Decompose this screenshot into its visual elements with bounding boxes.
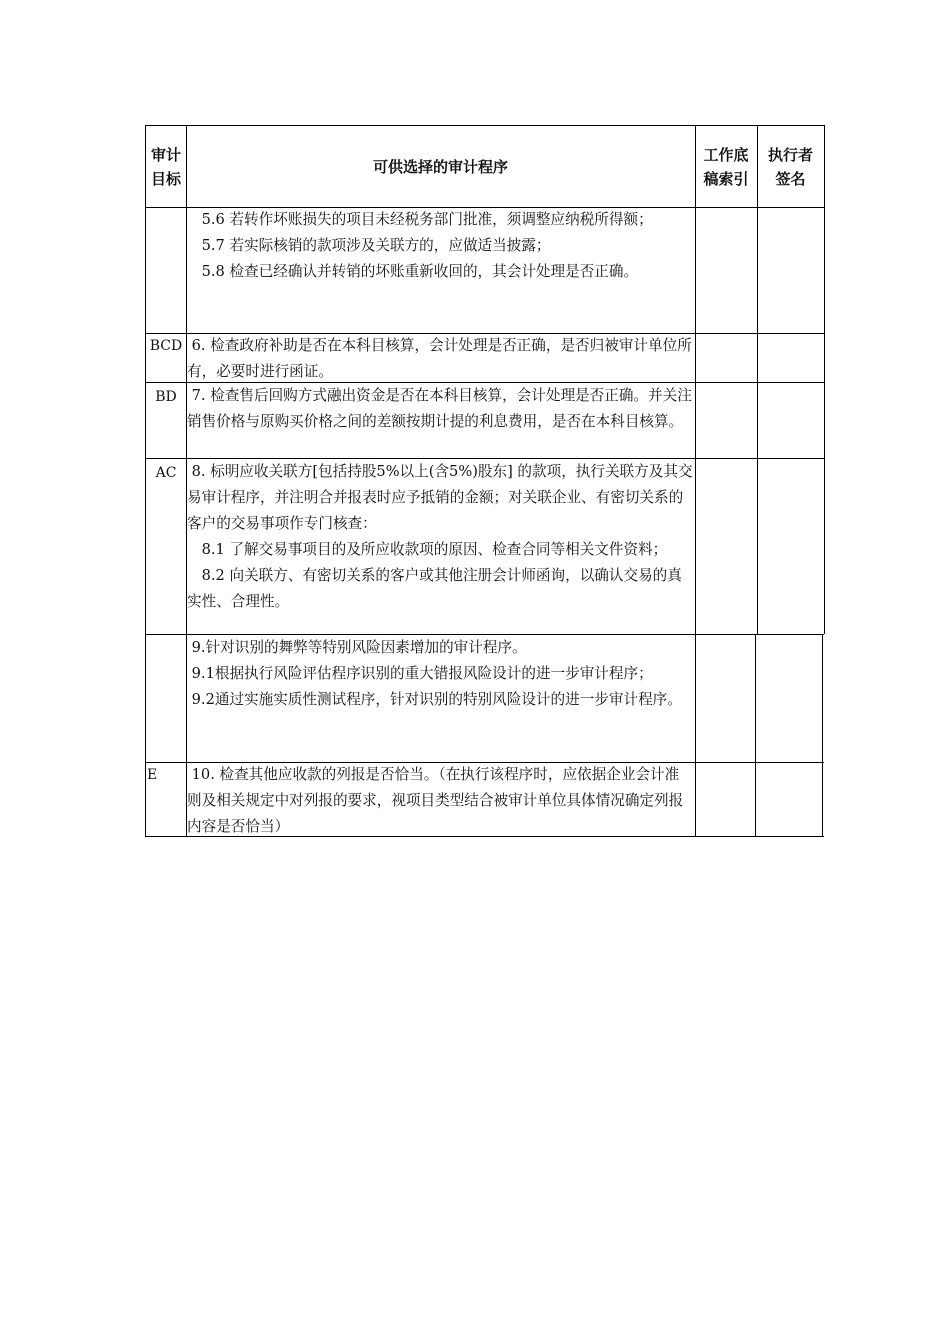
row-objective: BCD bbox=[149, 338, 183, 354]
table-border-right bbox=[822, 634, 823, 837]
procedure-cell bbox=[187, 635, 693, 713]
column-divider bbox=[695, 125, 696, 837]
procedure-cell bbox=[187, 459, 693, 615]
column-divider bbox=[755, 634, 756, 837]
procedure-line: 9.针对识别的舞弊等特别风险因素增加的审计程序。 bbox=[187, 639, 527, 656]
header-workpaper-index: 工作底稿索引 bbox=[703, 146, 749, 188]
procedure-line: 8. 标明应收关联方[包括持股5%以上(含5%)股东] 的款项，执行关联方及其交易审计程序，并注明合并报表时应予抵销的金额；对关联企业、有密切关系的客户的交易事项作专门核查： bbox=[187, 463, 693, 532]
procedure-line: 8.2 向关联方、有密切关系的客户或其他注册会计师函询，以确认交易的真实性、合理性。 bbox=[187, 567, 682, 610]
procedure-line: 5.6 若转作坏账损失的项目未经税务部门批准，须调整应纳税所得额； bbox=[187, 211, 653, 228]
row-objective: E bbox=[147, 767, 158, 783]
procedure-line: 8.1 了解交易事项目的及所应收款项的原因、检查合同等相关文件资料； bbox=[187, 541, 668, 558]
procedure-line: 7. 检查售后回购方式融出资金是否在本科目核算，会计处理是否正确。并关注销售价格与原购买价格之间的差额按期计提的利息费用，是否在本科目核算。 bbox=[187, 387, 692, 430]
procedure-cell bbox=[187, 207, 693, 285]
procedure-line: 9.2通过实施实质性测试程序，针对识别的特别风险设计的进一步审计程序。 bbox=[187, 691, 682, 708]
row-objective: AC bbox=[155, 465, 177, 481]
procedure-line: 5.8 检查已经确认并转销的坏账重新收回的，其会计处理是否正确。 bbox=[187, 263, 639, 280]
table-border-top bbox=[145, 125, 824, 126]
procedure-line: 5.7 若实际核销的款项涉及关联方的，应做适当披露； bbox=[187, 237, 551, 254]
procedure-cell bbox=[187, 762, 693, 840]
procedure-line: 9.1根据执行风险评估程序识别的重大错报风险设计的进一步审计程序； bbox=[187, 665, 653, 682]
procedure-cell bbox=[187, 383, 693, 435]
procedure-cell bbox=[187, 333, 693, 385]
header-procedures: 可供选择的审计程序 bbox=[372, 158, 508, 176]
header-executor-signature: 执行者签名 bbox=[767, 146, 813, 188]
procedure-line: 10. 检查其他应收款的列报是否恰当。（在执行该程序时，应依据企业会计准则及相关规定中对列报的要求，视项目类型结合被审计单位具体情况确定列报内容是否恰当） bbox=[187, 766, 684, 835]
row-objective: BD bbox=[155, 389, 177, 405]
procedure-line: 6. 检查政府补助是否在本科目核算，会计处理是否正确，是否归被审计单位所有，必要时进行函证。 bbox=[187, 337, 692, 380]
header-audit-objective: 审计目标 bbox=[150, 146, 181, 188]
table-border-right bbox=[824, 125, 825, 634]
